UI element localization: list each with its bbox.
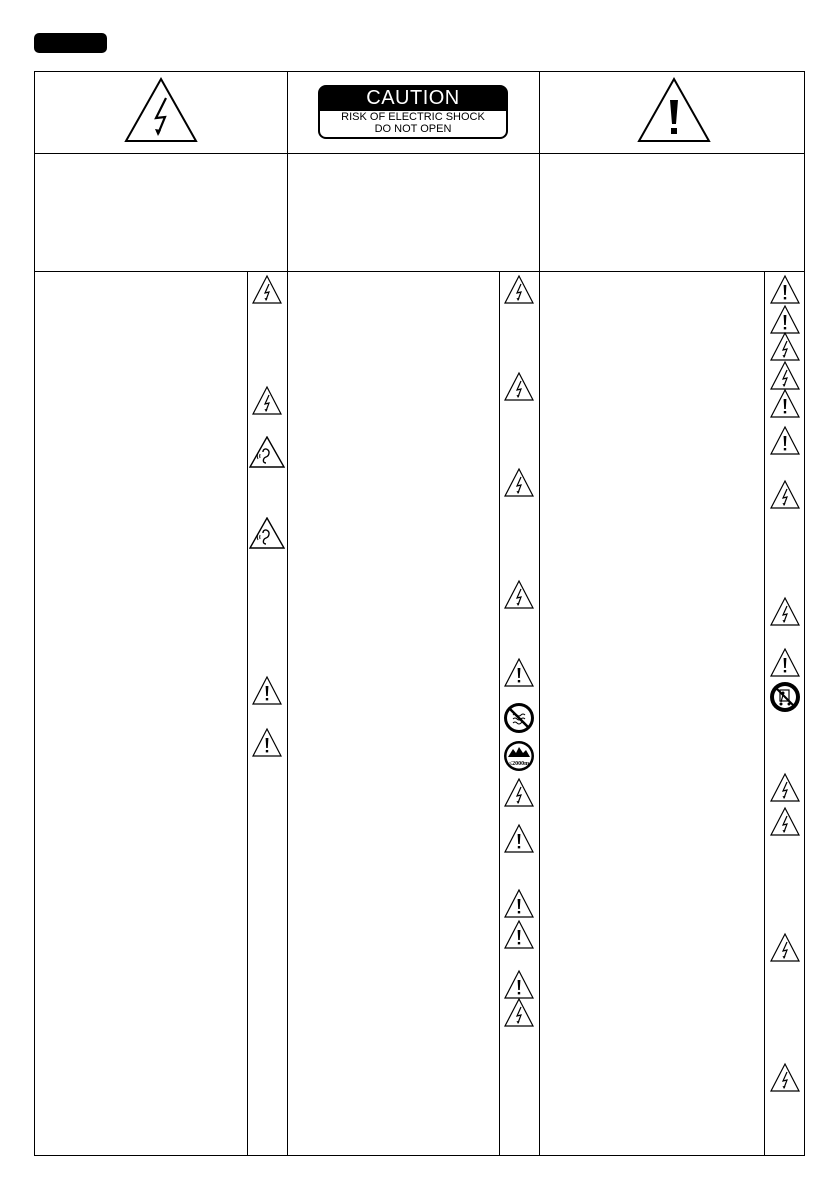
lightning-warning-icon — [503, 777, 535, 809]
column-divider — [287, 72, 288, 1155]
exclamation-warning-icon — [769, 647, 801, 679]
exclamation-warning-icon — [769, 388, 801, 420]
lightning-warning-icon — [769, 772, 801, 804]
lightning-warning-icon — [123, 76, 199, 144]
lightning-warning-icon — [503, 467, 535, 499]
lightning-warning-icon — [769, 806, 801, 838]
caution-line-2: DO NOT OPEN — [374, 123, 452, 135]
hearing-warning-icon — [249, 436, 281, 468]
altitude-2000m-icon — [503, 740, 535, 772]
lightning-warning-icon — [503, 371, 535, 403]
exclamation-warning-icon — [769, 425, 801, 457]
row-divider — [35, 153, 804, 154]
icon-column-divider — [764, 272, 765, 1155]
icon-column-divider — [499, 272, 500, 1155]
exclamation-warning-icon — [769, 274, 801, 306]
exclamation-warning-icon — [503, 888, 535, 920]
lightning-warning-icon — [769, 596, 801, 628]
lightning-warning-icon — [769, 331, 801, 363]
exclamation-warning-icon — [503, 657, 535, 689]
caution-subtext — [318, 111, 508, 139]
lightning-warning-icon — [503, 274, 535, 306]
lightning-warning-icon — [251, 274, 283, 306]
icon-column-divider — [247, 272, 248, 1155]
caution-line-1: RISK OF ELECTRIC SHOCK — [341, 111, 485, 123]
caution-title: CAUTION — [318, 85, 508, 111]
exclamation-warning-icon — [251, 675, 283, 707]
lightning-warning-icon — [769, 479, 801, 511]
lightning-warning-icon — [503, 579, 535, 611]
no-cart-tipping-icon — [769, 681, 801, 713]
section-tab — [34, 33, 107, 53]
no-water-icon — [503, 702, 535, 734]
caution-label — [318, 85, 508, 140]
lightning-warning-icon — [769, 1062, 801, 1094]
column-divider — [539, 72, 540, 1155]
hearing-warning-icon — [249, 517, 281, 549]
row-divider — [35, 271, 804, 272]
svg-text:≤2000m: ≤2000m — [508, 761, 530, 767]
exclamation-warning-icon — [503, 823, 535, 855]
exclamation-warning-icon — [636, 76, 712, 144]
safety-sheet — [34, 71, 805, 1156]
exclamation-warning-icon — [503, 919, 535, 951]
exclamation-warning-icon — [251, 727, 283, 759]
lightning-warning-icon — [251, 385, 283, 417]
lightning-warning-icon — [769, 932, 801, 964]
lightning-warning-icon — [503, 997, 535, 1029]
